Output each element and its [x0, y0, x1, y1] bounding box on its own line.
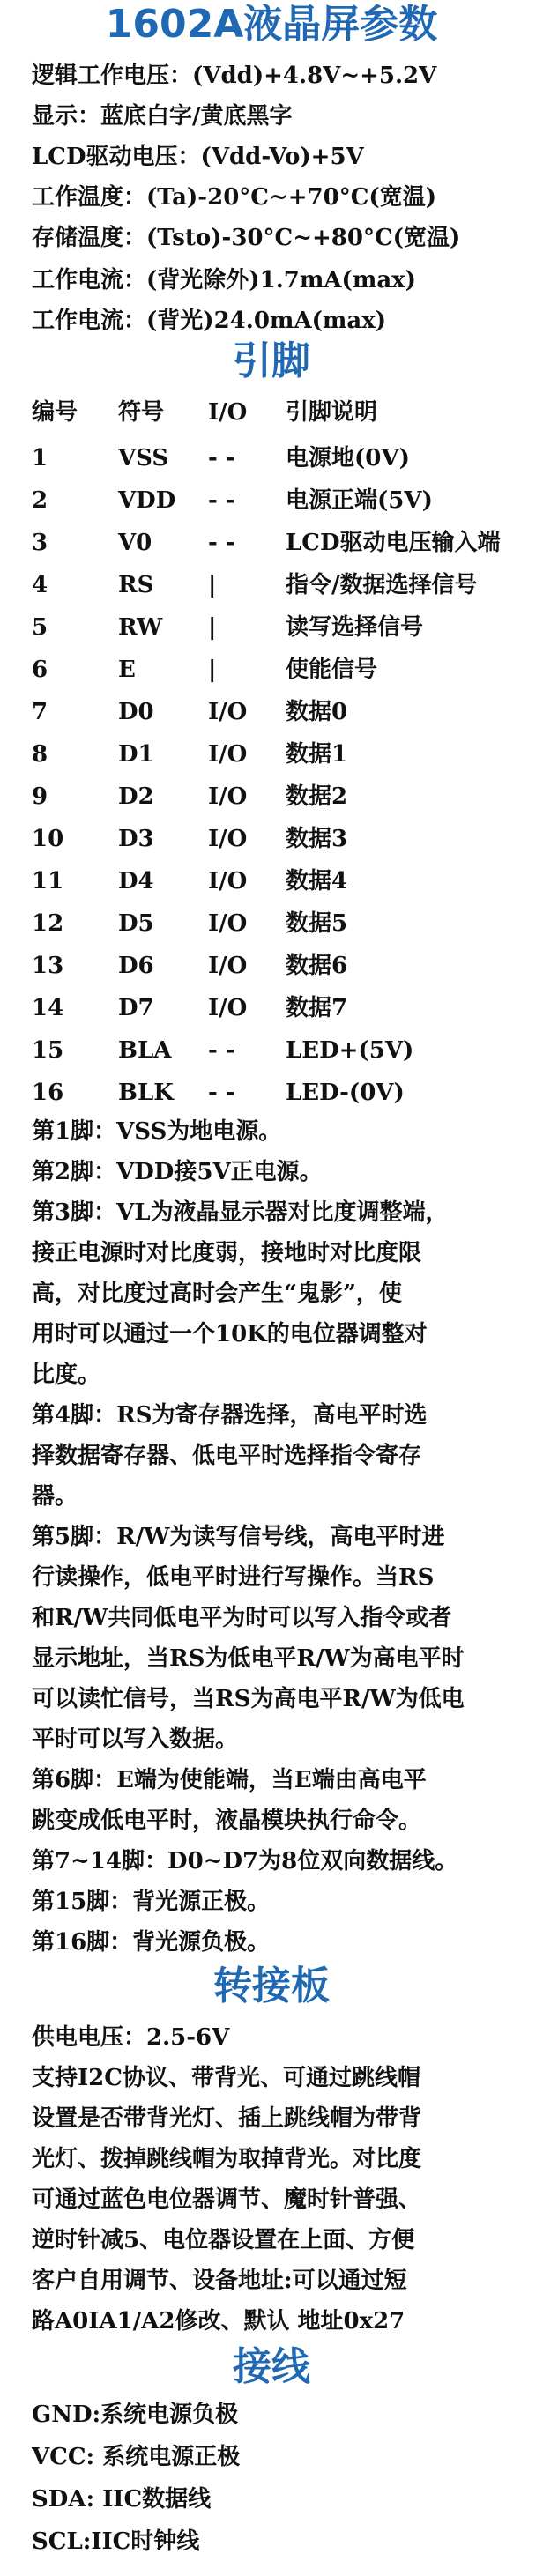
pin-note-line: 择数据寄存器、低电平时选择指令寄存 — [32, 1443, 422, 1469]
pin-row — [32, 860, 543, 902]
pin-note-line: 用时可以通过一个10K的电位器调整对 — [32, 1321, 428, 1347]
adapter-line: 设置是否带背光灯、插上跳线帽为带背 — [32, 2105, 422, 2132]
pin-description: 数据0 — [286, 699, 348, 725]
pin-note-line: 第15脚：背光源正极。 — [32, 1889, 271, 1915]
pin-io: I/O — [208, 741, 248, 768]
pin-num: 9 — [32, 783, 48, 810]
pin-num: 1 — [32, 445, 48, 471]
pin-row — [32, 649, 543, 691]
pin-note-line: 跳变成低电平时，液晶模块执行命令。 — [32, 1808, 422, 1834]
pin-note-line: 接正电源时对比度弱，接地时对比度限 — [32, 1240, 422, 1266]
pin-row — [32, 902, 543, 945]
adapter-line: 支持I2C协议、带背光、可通过跳线帽 — [32, 2065, 420, 2091]
pin-row — [32, 691, 543, 733]
pin-symbol: RW — [118, 614, 163, 641]
pin-num: 10 — [32, 826, 64, 852]
pin-note-line: 比度。 — [32, 1362, 101, 1388]
spec-line: LCD驱动电压：(Vdd-Vo)+5V — [32, 144, 364, 170]
pin-note-line: 显示地址，当RS为低电平R/W为高电平时 — [32, 1645, 465, 1672]
pin-note-line: 第6脚：E端为使能端，当E端由高电平 — [32, 1767, 427, 1793]
pin-symbol: VDD — [118, 487, 176, 514]
pin-symbol: D7 — [118, 995, 154, 1021]
pin-num: 12 — [32, 910, 64, 937]
pin-symbol: RS — [118, 572, 154, 598]
pin-num: 4 — [32, 572, 48, 598]
pin-num: 5 — [32, 614, 48, 641]
pin-note-line: 器。 — [32, 1483, 78, 1510]
pin-note-line: 第5脚：R/W为读写信号线，高电平时进 — [32, 1524, 445, 1550]
pin-row — [32, 945, 543, 987]
spec-line: 逻辑工作电压：(Vdd)+4.8V~+5.2V — [32, 63, 437, 89]
pin-symbol: E — [118, 657, 136, 683]
pin-num: 15 — [32, 1037, 64, 1064]
pin-row — [32, 987, 543, 1029]
pin-symbol: VSS — [118, 445, 169, 471]
pin-description: LED+(5V) — [286, 1037, 414, 1064]
pin-io: I/O — [208, 953, 248, 979]
pin-symbol: D5 — [118, 910, 154, 937]
pin-io: - - — [208, 530, 235, 556]
pin-table-header — [32, 393, 543, 435]
pin-row — [32, 606, 543, 649]
wiring-line: SCL:IIC时钟线 — [32, 2528, 200, 2555]
pin-io: - - — [208, 487, 235, 514]
pin-row — [32, 564, 543, 606]
pin-io: - - — [208, 1037, 235, 1064]
pin-description: 使能信号 — [286, 657, 378, 683]
wiring-line: GND:系统电源负极 — [32, 2402, 239, 2428]
pin-note-line: 第1脚：VSS为地电源。 — [32, 1118, 282, 1145]
page-title: 1602A液晶屏参数 — [105, 2, 438, 47]
pin-io: | — [208, 572, 217, 598]
adapter-line: 客户自用调节、设备地址:可以通过短 — [32, 2268, 407, 2294]
pin-row — [32, 1029, 543, 1072]
pin-note-line: 高，对比度过高时会产生“鬼影”，使 — [32, 1281, 402, 1307]
pin-row — [32, 1072, 543, 1114]
pin-description: 数据4 — [286, 868, 348, 895]
pin-io: I/O — [208, 826, 248, 852]
pin-symbol: D2 — [118, 783, 154, 810]
header-io: I/O — [208, 399, 248, 426]
wiring-line: SDA: IIC数据线 — [32, 2486, 212, 2513]
pin-io: I/O — [208, 868, 248, 895]
pin-symbol: D0 — [118, 699, 154, 725]
pin-num: 8 — [32, 741, 48, 768]
pin-row — [32, 733, 543, 776]
pin-symbol: V0 — [118, 530, 152, 556]
pin-num: 7 — [32, 699, 48, 725]
pin-symbol: BLK — [118, 1080, 174, 1106]
pin-note-line: 第3脚：VL为液晶显示器对比度调整端， — [32, 1199, 449, 1226]
adapter-line: 供电电压：2.5-6V — [32, 2024, 230, 2051]
pin-description: 数据3 — [286, 826, 348, 852]
pin-io: I/O — [208, 995, 248, 1021]
pin-io: - - — [208, 445, 235, 471]
adapter-line: 路A0IA1/A2修改、默认 地址0x27 — [32, 2308, 405, 2335]
pin-num: 14 — [32, 995, 64, 1021]
pin-note-line: 可以读忙信号，当RS为高电平R/W为低电 — [32, 1686, 465, 1712]
pin-num: 3 — [32, 530, 48, 556]
pin-note-line: 第16脚：背光源负极。 — [32, 1929, 271, 1956]
pin-note-line: 行读操作，低电平时进行写操作。当RS — [32, 1564, 435, 1591]
pin-description: LCD驱动电压输入端 — [286, 530, 501, 556]
pin-row — [32, 522, 543, 564]
pin-note-line: 和R/W共同低电平为时可以写入指令或者 — [32, 1605, 452, 1631]
pin-io: | — [208, 657, 217, 683]
adapter-line: 逆时针减5、电位器设置在上面、方便 — [32, 2227, 415, 2253]
pin-io: - - — [208, 1080, 235, 1106]
pin-row — [32, 479, 543, 522]
pin-symbol: D1 — [118, 741, 154, 768]
pin-io: I/O — [208, 699, 248, 725]
header-desc: 引脚说明 — [286, 399, 378, 426]
pin-description: 电源地(0V) — [286, 445, 410, 471]
pin-description: 读写选择信号 — [286, 614, 424, 641]
pin-row — [32, 437, 543, 479]
wiring-section-title: 接线 — [233, 2344, 310, 2389]
pin-num: 13 — [32, 953, 64, 979]
pin-note-line: 第2脚：VDD接5V正电源。 — [32, 1159, 323, 1185]
adapter-section-title: 转接板 — [213, 1964, 330, 2008]
pin-num: 11 — [32, 868, 64, 895]
pin-description: 数据2 — [286, 783, 348, 810]
adapter-line: 可通过蓝色电位器调节、魔时针普强、 — [32, 2186, 422, 2213]
pin-row — [32, 776, 543, 818]
spec-line: 工作温度：(Ta)-20°C~+70°C(宽温) — [32, 184, 437, 211]
pin-num: 16 — [32, 1080, 64, 1106]
pin-io: I/O — [208, 910, 248, 937]
spec-line: 存储温度：(Tsto)-30°C~+80°C(宽温) — [32, 225, 461, 251]
pin-description: 数据7 — [286, 995, 348, 1021]
pin-symbol: D3 — [118, 826, 154, 852]
header-num: 编号 — [32, 399, 78, 426]
pins-section-title: 引脚 — [233, 338, 310, 383]
pin-symbol: D6 — [118, 953, 154, 979]
pin-note-line: 第4脚：RS为寄存器选择，高电平时选 — [32, 1402, 428, 1429]
pin-description: 数据6 — [286, 953, 348, 979]
pin-io: I/O — [208, 783, 248, 810]
spec-line: 工作电流：(背光)24.0mA(max) — [32, 308, 387, 334]
pin-description: 数据5 — [286, 910, 348, 937]
pin-description: LED-(0V) — [286, 1080, 405, 1106]
pin-note-line: 第7~14脚：D0~D7为8位双向数据线。 — [32, 1848, 458, 1874]
pin-note-line: 平时可以写入数据。 — [32, 1726, 239, 1753]
spec-line: 工作电流：(背光除外)1.7mA(max) — [32, 267, 416, 293]
adapter-line: 光灯、拨掉跳线帽为取掉背光。对比度 — [32, 2146, 422, 2172]
pin-num: 6 — [32, 657, 48, 683]
pin-description: 电源正端(5V) — [286, 487, 433, 514]
pin-row — [32, 818, 543, 860]
pin-description: 指令/数据选择信号 — [286, 572, 478, 598]
header-sym: 符号 — [118, 399, 165, 426]
pin-symbol: BLA — [118, 1037, 172, 1064]
pin-description: 数据1 — [286, 741, 348, 768]
spec-line: 显示：蓝底白字/黄底黑字 — [32, 103, 293, 130]
pin-symbol: D4 — [118, 868, 154, 895]
pin-num: 2 — [32, 487, 48, 514]
pin-io: | — [208, 614, 217, 641]
wiring-line: VCC: 系统电源正极 — [32, 2444, 241, 2470]
